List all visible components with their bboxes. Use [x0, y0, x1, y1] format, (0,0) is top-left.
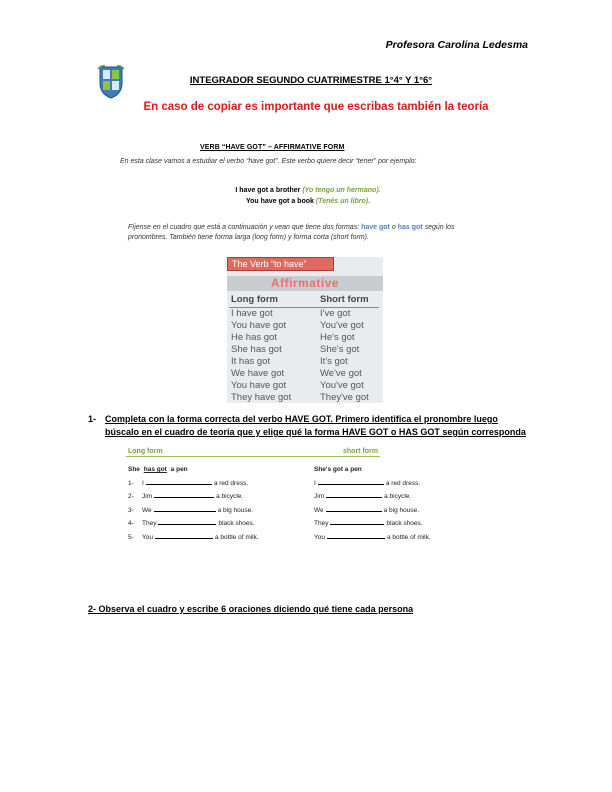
example-2 — [0, 198, 612, 205]
item-rest: black shoes. — [386, 520, 423, 527]
intro-paragraph: En esta clase vamos a estudiar el verbo “have got”. Este verbo quiere decir “tener” por ejemplo: — [120, 158, 417, 165]
verb-table-affirmative: Affirmative — [227, 276, 383, 291]
item-subject: You — [142, 533, 153, 541]
item-subject: We — [142, 506, 152, 514]
copy-warning: En caso de copiar es importante que escribas también la teoría — [143, 101, 489, 113]
short-form-row: I've got — [320, 308, 351, 319]
long-form-exercises — [128, 463, 259, 544]
long-form-row: I have got — [231, 308, 273, 319]
exercise-item — [128, 477, 259, 491]
example-1 — [0, 187, 612, 194]
short-form-row: She's got — [320, 344, 360, 355]
exercise-1-line-2: búscalo en el cuadro de teoría que y elige qué la forma HAVE GOT o HAS GOT según corresponda — [105, 427, 526, 437]
exercise-2-instruction: 2- Observa el cuadro y escribe 6 oraciones diciendo qué tiene cada persona — [88, 604, 414, 614]
short-form-row: He's got — [320, 332, 355, 343]
item-number: 4- — [128, 520, 134, 527]
long-form-row: They have got — [231, 392, 292, 403]
exercise-1-number: 1- — [88, 414, 97, 424]
exercise-item — [128, 504, 259, 518]
short-form-header: Short form — [320, 294, 369, 305]
long-form-row: He has got — [231, 332, 277, 343]
long-form-model — [128, 463, 259, 477]
item-subject: Jim — [314, 493, 325, 500]
forms-note-or: o — [391, 224, 396, 231]
item-rest: a bicycle. — [384, 493, 412, 500]
answer-blank[interactable] — [326, 490, 382, 498]
author-name: Profesora Carolina Ledesma — [385, 39, 528, 51]
item-rest: a red dress. — [385, 479, 421, 487]
exercise-item — [314, 531, 431, 545]
item-subject: They — [314, 520, 329, 527]
short-form-model: She's got a pen — [314, 466, 362, 473]
model-answer: has got — [143, 466, 167, 473]
item-rest: a bottle of milk. — [214, 533, 259, 541]
exercise-item — [314, 504, 431, 518]
answer-blank[interactable] — [154, 490, 214, 498]
short-form-row: You've got — [320, 380, 364, 391]
exercise-item — [314, 517, 431, 531]
long-form-label: Long form — [128, 448, 163, 455]
short-form-label: short form — [343, 448, 378, 455]
exercise-item — [128, 490, 259, 504]
item-rest: a bottle of milk. — [386, 533, 431, 541]
item-rest: a big house. — [383, 506, 420, 514]
exercise-item — [128, 517, 259, 531]
item-rest: a big house. — [217, 506, 254, 514]
short-form-column — [320, 294, 369, 404]
forms-note-start: Fíjense en el cuadro que está a continuación y vean que tiene dos formas: — [128, 224, 360, 231]
item-rest: a red dress. — [213, 479, 249, 487]
verb-table-heading: The Verb “to have” — [227, 257, 334, 271]
item-number: 2- — [128, 493, 134, 500]
long-form-row: You have got — [231, 320, 287, 331]
answer-blank[interactable] — [154, 504, 216, 512]
long-form-row: She has got — [231, 344, 282, 355]
item-rest: black shoes. — [218, 520, 255, 527]
long-form-header: Long form — [231, 294, 278, 305]
item-subject: You — [314, 533, 325, 541]
exercise-item — [314, 490, 431, 504]
forms-note-end: según los pronombres. También tiene forma larga (long form) y forma corta (short form). — [128, 224, 455, 241]
form-label-underline — [126, 456, 380, 457]
document-title: INTEGRADOR SEGUNDO CUATRIMESTRE 1°4° Y 1°6° — [189, 75, 433, 86]
short-form-exercises — [314, 463, 431, 544]
forms-note-has-got: has got — [397, 224, 423, 231]
item-number: 1- — [128, 479, 134, 487]
section-title: VERB “HAVE GOT” – AFFIRMATIVE FORM — [200, 144, 345, 151]
item-subject: Jim — [142, 493, 153, 500]
item-rest: a bicycle. — [216, 493, 244, 500]
answer-blank[interactable] — [327, 531, 385, 539]
short-form-row: It's got — [320, 356, 348, 367]
item-number: 5- — [128, 533, 134, 541]
example-1-translation: (Yo tengo un hermano). — [302, 187, 381, 194]
answer-blank[interactable] — [155, 531, 213, 539]
example-2-translation: (Tenés un libro). — [315, 198, 371, 205]
long-form-row: It has got — [231, 356, 271, 367]
item-number: 3- — [128, 506, 134, 514]
item-subject: They — [142, 520, 157, 527]
model-rest: a pen — [170, 466, 188, 473]
item-subject: I — [314, 479, 316, 487]
short-form-row: You've got — [320, 320, 364, 331]
answer-blank[interactable] — [158, 517, 216, 525]
short-form-row: We've got — [320, 368, 362, 379]
example-2-text: You have got a book — [245, 198, 314, 205]
example-1-text: I have got a brother — [235, 187, 301, 194]
long-form-row: We have got — [231, 368, 285, 379]
forms-note — [128, 223, 488, 243]
answer-blank[interactable] — [146, 477, 212, 485]
answer-blank[interactable] — [330, 517, 384, 525]
answer-blank[interactable] — [326, 504, 382, 512]
long-form-column — [231, 294, 291, 404]
exercise-item — [128, 531, 259, 545]
item-subject: We — [314, 506, 324, 514]
long-form-row: You have got — [231, 380, 287, 391]
forms-note-have-got: have got — [361, 224, 390, 231]
short-form-row: They've got — [320, 392, 369, 403]
exercise-item — [314, 477, 431, 491]
model-subject: She — [128, 466, 140, 473]
item-subject: I — [142, 479, 144, 487]
exercise-1-line-1: Completa con la forma correcta del verbo HAVE GOT. Primero identifica el pronombre luego — [105, 414, 498, 424]
answer-blank[interactable] — [318, 477, 384, 485]
